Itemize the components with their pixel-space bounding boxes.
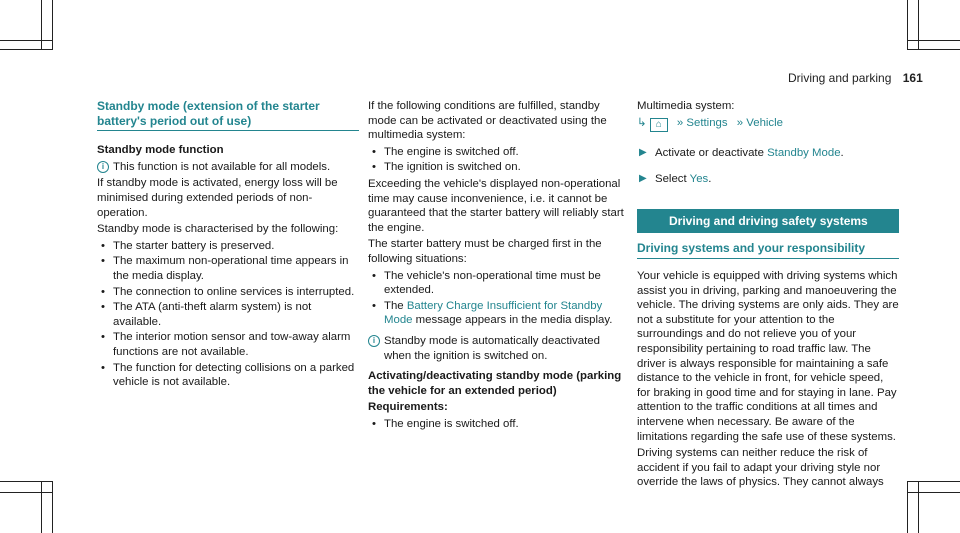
note xyxy=(97,160,359,175)
path-settings: Settings xyxy=(686,116,728,129)
bullet-list xyxy=(97,239,359,390)
path-vehicle: Vehicle xyxy=(746,116,783,129)
step-text: Activate or deactivate xyxy=(655,146,764,159)
paragraph: The starter battery must be charged first in the following situations: xyxy=(368,238,602,265)
list-item xyxy=(368,299,630,328)
note-text: This function is not available for all models. xyxy=(113,160,331,173)
subheading-activating-standby: Activating/deactivating standby mode (parking the vehicle for an extended period) xyxy=(368,370,622,397)
crop-mark xyxy=(907,49,960,50)
list-item: • The connection to online services is interrupted. xyxy=(97,285,359,300)
crop-mark xyxy=(907,481,960,482)
yes-option: Yes xyxy=(689,173,709,186)
list-item: • The engine is switched off. xyxy=(368,145,630,160)
hook-arrow-icon: ↳ xyxy=(637,116,647,129)
column-2 xyxy=(368,99,630,433)
info-circle-icon: i xyxy=(97,161,109,173)
crop-mark xyxy=(0,481,52,482)
list-item: • The ATA (anti-theft alarm system) is not available. xyxy=(97,300,359,329)
crop-mark xyxy=(918,0,919,50)
note-text: Standby mode is automatically deactivated when the ignition is switched on. xyxy=(384,334,600,362)
list-item: • The starter battery is preserved. xyxy=(97,239,359,254)
column-3 xyxy=(637,99,899,492)
list-item-text: message appears in the media display. xyxy=(415,314,613,327)
step-text: . xyxy=(708,173,712,186)
crop-mark xyxy=(0,49,52,50)
paragraph: If standby mode is activated, energy loss will be minimised during extended periods of non-operation. xyxy=(97,177,338,219)
triangle-right-icon: ▶ xyxy=(639,173,647,185)
section-heading-standby: Standby mode (extension of the starter battery's period out of use) xyxy=(97,99,359,131)
display-message-link: Battery Charge Insufficient for Standby Mode xyxy=(384,299,603,327)
list-item: • The maximum non-operational time appears in the media display. xyxy=(97,254,359,283)
standby-mode-option: Standby Mode xyxy=(767,146,841,159)
double-chevron-icon: » xyxy=(736,116,744,129)
list-item: • The vehicle's non-operational time must be extended. xyxy=(368,269,630,298)
list-item: • The engine is switched off. xyxy=(368,417,630,432)
paragraph: Your vehicle is equipped with driving systems which assist you in driving, parking and manoeuvering the vehicle. The driving systems are only aids. They are not a substitute for your attention to the surroundings and do not relieve you of your responsibility pertaining to road traffic law. The driver is always responsible for maintaining a safe distance to the vehicle in front, for vehicle speed, for braking in good time and for staying in lane. Pay attention to the traffic conditions at all times and intervene when necessary. Be aware of the limitations regarding the safe use of these systems. xyxy=(637,269,899,443)
step-text: Select xyxy=(655,173,687,186)
step-text: . xyxy=(840,146,844,159)
requirements-label: Requirements: xyxy=(368,401,448,414)
header-title: Driving and parking xyxy=(788,71,892,85)
bullet-list xyxy=(368,145,630,175)
paragraph: If the following conditions are fulfilled, standby mode can be activated or deactivated using the multimedia system: xyxy=(368,100,607,142)
section-banner: Driving and driving safety systems xyxy=(637,209,899,234)
paragraph: Exceeding the vehicle's displayed non-operational time may cause inconvenience, i.e. it cannot be guaranteed that the starter battery will reliably start the engine. xyxy=(368,177,624,234)
crop-mark xyxy=(52,481,53,533)
crop-mark xyxy=(41,0,42,50)
running-header xyxy=(788,71,923,85)
crop-mark xyxy=(907,492,960,493)
crop-mark xyxy=(52,0,53,50)
note xyxy=(368,334,630,363)
crop-mark xyxy=(918,481,919,533)
double-chevron-icon: » xyxy=(676,116,684,129)
subsection-heading: Driving systems and your responsibility xyxy=(637,241,899,259)
crop-mark xyxy=(907,481,908,533)
list-item: • The ignition is switched on. xyxy=(368,160,630,175)
paragraph: Standby mode is characterised by the following: xyxy=(97,223,339,236)
multimedia-label: Multimedia system: xyxy=(637,100,735,112)
list-item-text: The xyxy=(384,299,404,312)
menu-path xyxy=(637,116,899,132)
step xyxy=(637,146,899,161)
list-item: • The interior motion sensor and tow-away alarm functions are not available. xyxy=(97,330,359,359)
subheading-standby-function: Standby mode function xyxy=(97,144,224,157)
crop-mark xyxy=(907,40,960,41)
paragraph: Driving systems can neither reduce the risk of accident if you fail to adapt your driving style nor override the laws of physics. They cannot always xyxy=(637,447,884,489)
home-icon: ⌂ xyxy=(650,118,668,132)
column-1 xyxy=(97,99,359,392)
crop-mark xyxy=(41,481,42,533)
list-item: • The function for detecting collisions on a parked vehicle is not available. xyxy=(97,361,359,390)
crop-mark xyxy=(907,0,908,50)
crop-mark xyxy=(0,40,52,41)
bullet-list xyxy=(368,417,630,432)
triangle-right-icon: ▶ xyxy=(639,146,647,158)
crop-mark xyxy=(0,492,52,493)
step xyxy=(637,172,899,187)
bullet-list xyxy=(368,269,630,328)
info-circle-icon: i xyxy=(368,335,380,347)
page-number: 161 xyxy=(902,71,923,85)
